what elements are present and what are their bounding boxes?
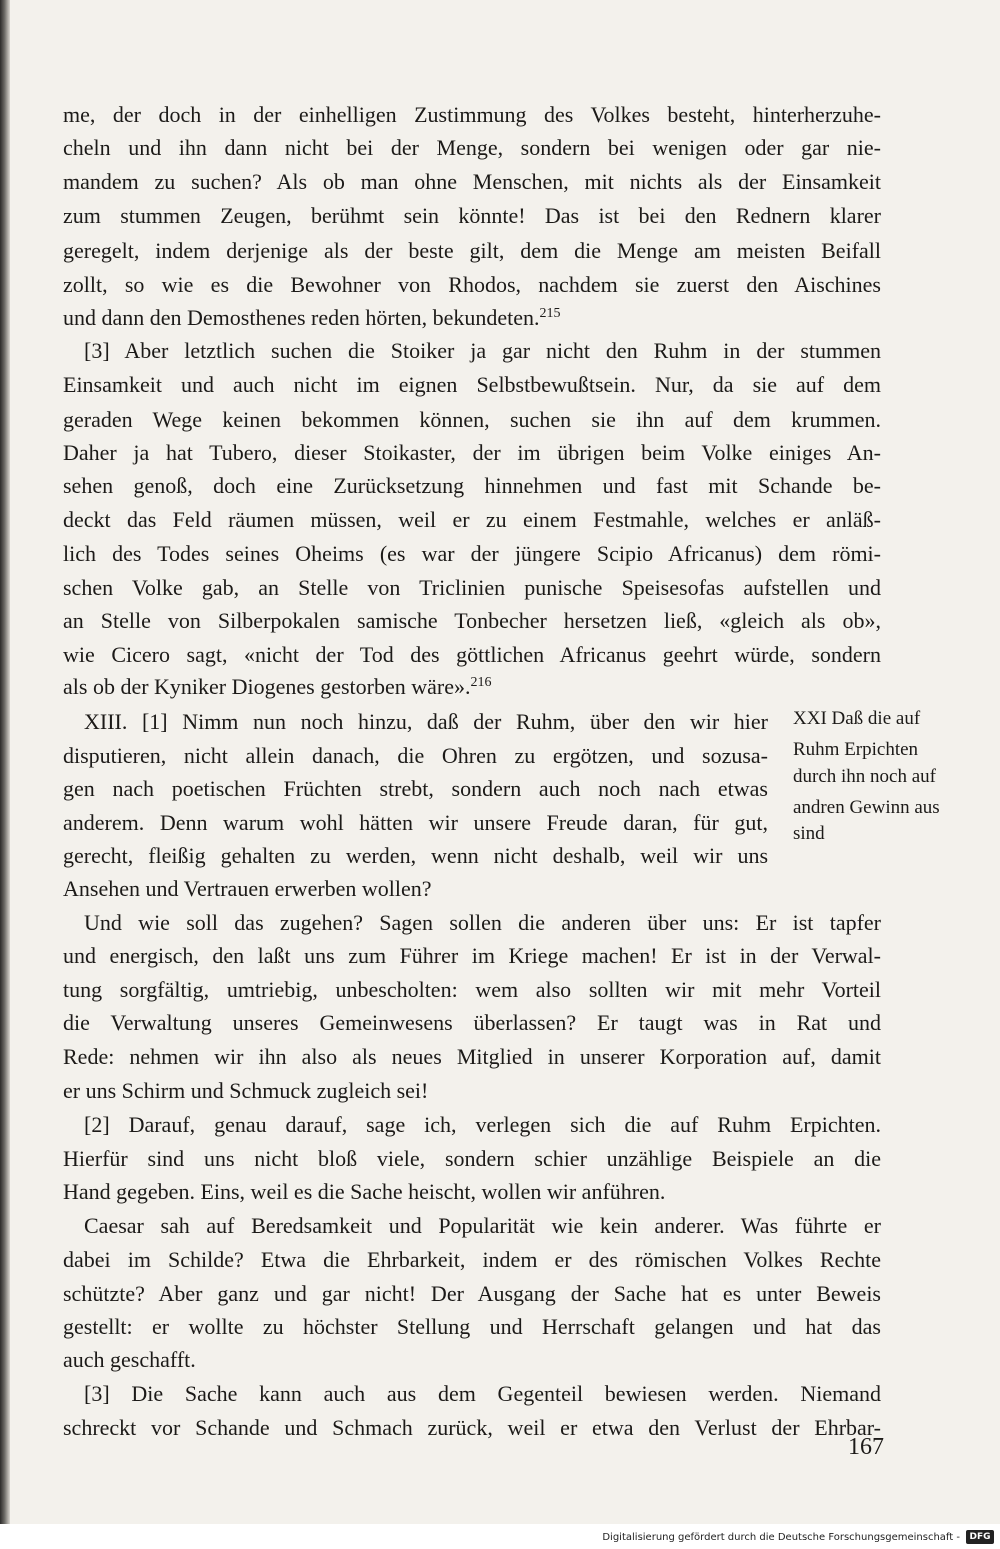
text-line-content: [3] Die Sache kann auch aus dem Gegenteil bewiesen werden. Niemand [84,1381,881,1406]
text-line [63,1046,881,1068]
text-line [63,878,768,900]
text-line-content: schützte? Aber ganz und gar nicht! Der Ausgang der Sache hat es unter Beweis [63,1281,881,1306]
text-line-content: tung sorgfältig, umtriebig, unbescholten: wem also sollten wir mit mehr Vorteil [63,977,881,1002]
text-line [84,711,768,733]
text-line [63,274,881,296]
text-line-content: wie Cicero sagt, «nicht der Tod des göttlichen Africanus geehrt würde, sondern [63,642,881,667]
text-line [63,1080,881,1102]
text-line-content: als ob der Kyniker Diogenes gestorben wäre». [63,674,471,699]
page-number: 167 [848,1434,884,1460]
text-line [63,1012,881,1034]
text-line [63,812,768,834]
text-line-content: gerecht, fleißig gehalten zu werden, wenn nicht deshalb, weil wir uns [63,843,768,868]
text-line [63,409,881,431]
text-line [63,1181,881,1203]
text-line-content: lich des Todes seines Oheims (es war der jüngere Scipio Africanus) dem römi- [63,541,881,566]
text-line-content: er uns Schirm und Schmuck zugleich sei! [63,1078,429,1103]
text-line [84,1383,881,1405]
text-line [84,340,881,362]
text-line-content: disputieren, nicht allein danach, die Ohren zu ergötzen, und sozusa- [63,743,768,768]
text-line [63,1283,881,1305]
text-line-content: schreckt vor Schande und Schmach zurück, weil er etwa den Verlust der Ehrbar- [63,1415,881,1440]
text-line [84,1114,881,1136]
text-line [63,610,881,632]
text-line-content: geregelt, indem derjenige als der beste gilt, dem die Menge am meisten Beifall [63,238,881,263]
margin-note-line: XXI Daß die auf [793,708,921,729]
text-line [63,745,768,767]
text-line-content: Ansehen und Vertrauen erwerben wollen? [63,876,432,901]
text-line-content: Einsamkeit und auch nicht im eignen Selbstbewußtsein. Nur, da sie auf dem [63,372,881,397]
text-line [63,374,881,396]
text-line-content: [3] Aber letztlich suchen die Stoiker ja gar nicht den Ruhm in der stummen [84,338,881,363]
text-line [63,644,881,666]
text-line [63,676,881,698]
binding-shadow [0,0,10,1549]
text-line-content: Rede: nehmen wir ihn also als neues Mitglied in unserer Korporation auf, damit [63,1044,881,1069]
text-line-content: an Stelle von Silberpokalen samische Tonbecher hersetzen ließ, «gleich als ob», [63,608,881,633]
text-line-content: mandem zu suchen? Als ob man ohne Menschen, mit nichts als der Einsamkeit [63,169,881,194]
footnote-reference: 215 [539,306,561,321]
text-line-content: deckt das Feld räumen müssen, weil er zu einem Festmahle, welches er anläß- [63,507,881,532]
text-line-content: sehen genoß, doch eine Zurücksetzung hinnehmen und fast mit Schande be- [63,473,881,498]
text-line [63,577,881,599]
text-line [63,137,881,159]
text-line-content: die Verwaltung unseres Gemeinwesens überlassen? Er taugt was in Rat und [63,1010,881,1035]
footnote-reference: 216 [470,675,492,690]
margin-note-line: Ruhm Erpichten [793,739,919,760]
text-line-content: zollt, so wie es die Bewohner von Rhodos, nachdem sie zuerst den Aischines [63,272,881,297]
text-line-content: anderem. Denn warum wohl hätten wir unsere Freude daran, für gut, [63,810,768,835]
text-line-content: schen Volke gab, an Stelle von Triclinien punische Speisesofas aufstellen und [63,575,881,600]
text-line-content: Caesar sah auf Beredsamkeit und Popularität wie kein anderer. Was führte er [84,1213,881,1238]
text-line [63,845,768,867]
margin-note-line: andren Gewinn aus [793,797,940,818]
text-line [63,1316,881,1338]
text-line [63,475,881,497]
text-line [63,945,881,967]
text-line [63,1249,881,1271]
text-line-content: me, der doch in der einhelligen Zustimmung des Volkes besteht, hinterherzuhe- [63,102,881,127]
text-line [63,205,881,227]
text-line-content: gen nach poetischen Früchten strebt, sondern auch noch nach etwas [63,776,768,801]
footer-credit: Digitalisierung gefördert durch die Deutsche Forschungsgemeinschaft - [602,1532,960,1543]
text-line-content: Hierfür sind uns nicht bloß viele, sondern schier unzählige Beispiele an die [63,1146,881,1171]
text-line-content: XIII. [1] Nimm nun noch hinzu, daß der Ruhm, über den wir hier [84,709,768,734]
text-line-content: cheln und ihn dann nicht bei der Menge, sondern bei wenigen oder gar nie- [63,135,881,160]
text-line [63,240,881,262]
margin-note-line: durch ihn noch auf [793,766,936,787]
text-line [63,1349,881,1371]
text-line-content: Daher ja hat Tubero, dieser Stoikaster, der im übrigen beim Volke einiges An- [63,440,881,465]
margin-note-line: sind [793,823,825,844]
text-line [63,104,881,126]
text-line [63,778,768,800]
text-line-content: gestellt: er wollte zu höchster Stellung und Herrschaft gelangen und hat das [63,1314,881,1339]
text-line-content: [2] Darauf, genau darauf, sage ich, verlegen sich die auf Ruhm Erpichten. [84,1112,881,1137]
text-line [63,543,881,565]
text-line-content: dabei im Schilde? Etwa die Ehrbarkeit, indem er des römischen Volkes Rechte [63,1247,881,1272]
text-line-content: und energisch, den laßt uns zum Führer im Kriege machen! Er ist in der Verwal- [63,943,881,968]
text-line [63,307,881,329]
text-line-content: auch geschafft. [63,1347,196,1372]
text-line [63,1417,881,1439]
text-line [84,912,881,934]
text-line [63,442,881,464]
text-line-content: geraden Wege keinen bekommen können, suchen sie ihn auf dem krummen. [63,407,881,432]
text-line-content: Und wie soll das zugehen? Sagen sollen die anderen über uns: Er ist tapfer [84,910,881,935]
text-line-content: Hand gegeben. Eins, weil es die Sache heischt, wollen wir anführen. [63,1179,666,1204]
text-line [84,1215,881,1237]
text-line [63,509,881,531]
dfg-logo: DFG [966,1530,994,1544]
text-line-content: zum stummen Zeugen, berühmt sein könnte! Das ist bei den Rednern klarer [63,203,881,228]
text-line [63,979,881,1001]
text-line-content: und dann den Demosthenes reden hörten, bekundeten. [63,305,540,330]
text-line [63,1148,881,1170]
text-line [63,171,881,193]
